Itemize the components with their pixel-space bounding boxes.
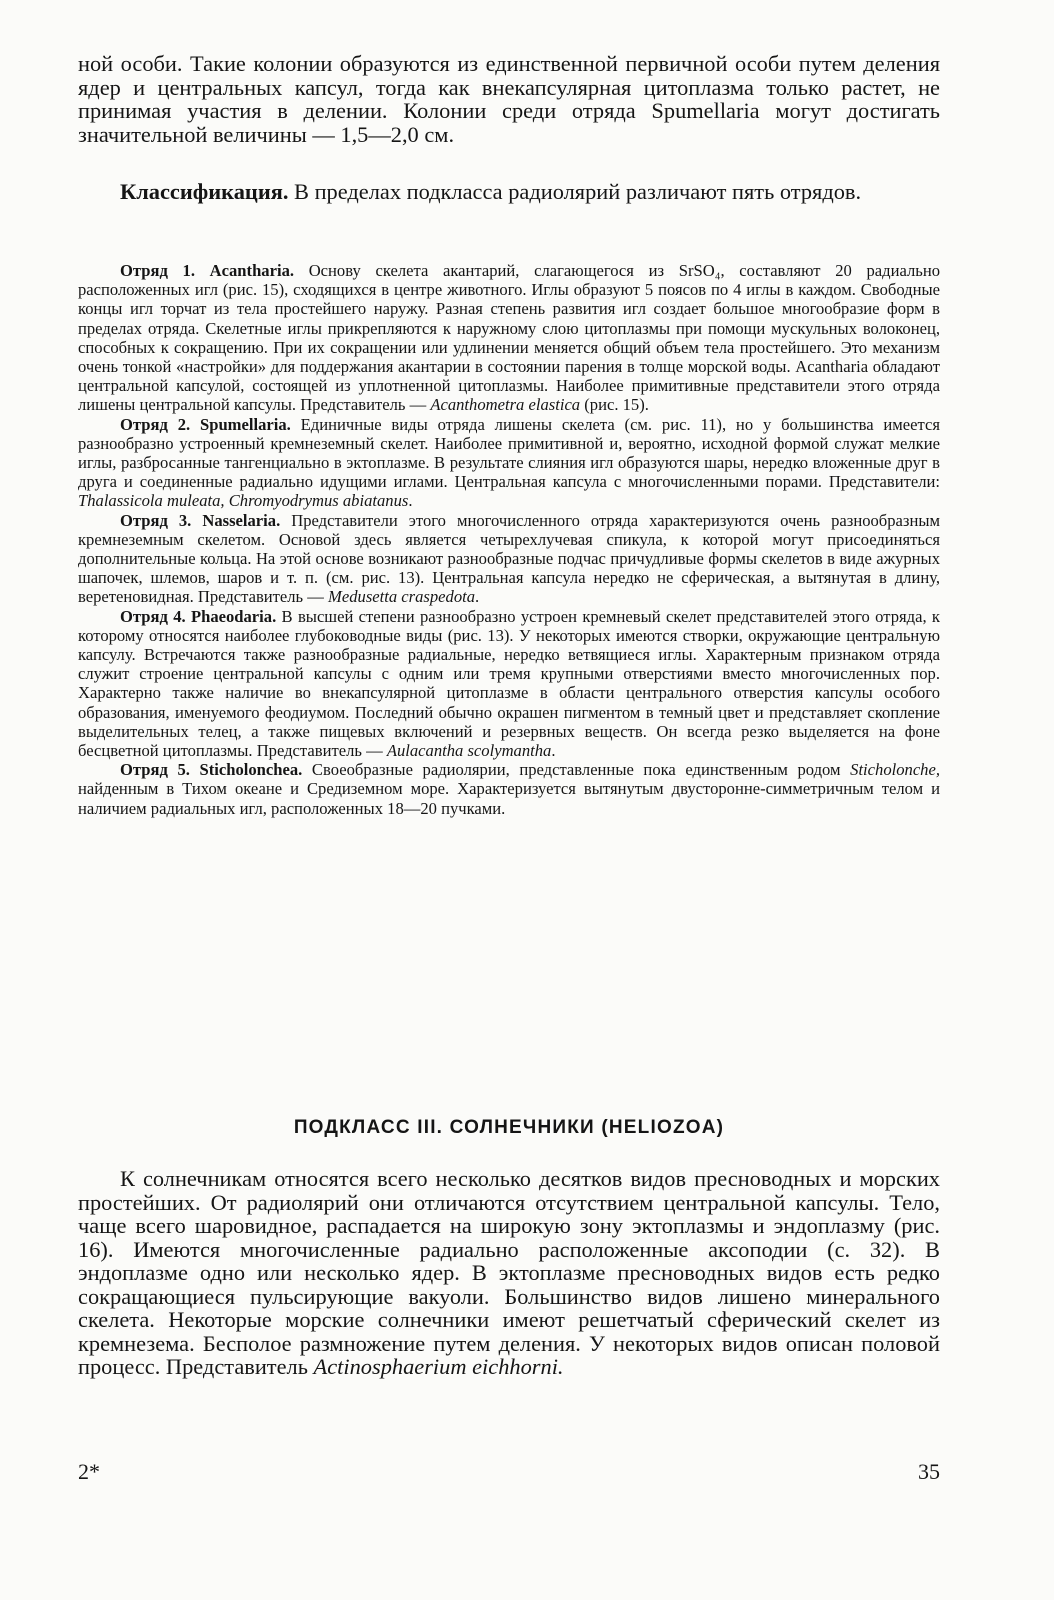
order-2-tail: . bbox=[408, 491, 413, 511]
heliozoa-text: К солнечникам относятся всего несколько десятков видов пресноводных и морских простейших. От радиолярий они отличаются отсутствием центральной капсулы. Тело, чаще всего шаровидное, распадается на широкую зону эктоплазмы и эндоплазму (рис. 16). Имеются многочисленные радиально расположенные аксоподии (с. 32). В эндоплазме одно или несколько ядер. В эктоплазме пресноводных видов есть редко сокращающиеся пульсирующие вакуоли. Большинство видов лишено минерального скелета. Некоторые морские солнечники имеют решетчатый сферический скелет из кремнезема. Бесполое размножение путем деления. У некоторых видов описан половой процесс. Представитель bbox=[78, 1166, 940, 1379]
order-2-text: Единичные виды отряда лишены скелета (см. рис. 11), но у большинства имеется разнообразно устроенный кремнеземный скелет. Наиболее примитивной и, вероятно, исходной формой служат мелкие иглы, разбросанные тангенциально в эктоплазме. В результате слияния игл образуются шары, нередко вложенные друг в друга и соединенные радиально идущими иглами. Центральная капсула с многочисленными порами. Представители: bbox=[78, 414, 940, 492]
order-4-representative: Aulacantha scolymantha bbox=[386, 741, 552, 761]
order-5-tail: найденным в Тихом океане и Средиземном море. Характеризуется вытянутым двусторонне-симметричным телом и наличием радиальных игл, расположенных 18—20 пучками. bbox=[78, 779, 940, 818]
order-3-text: Представители этого многочисленного отряда характеризуются очень разнообразным кремнеземным скелетом. Основой здесь является четырехлучевая спикула, к которой могут присоединяться дополнительные кольца. На этой основе возникают разнообразные подчас причудливые формы скелетов в виде ажурных шапочек, шлемов, шаров и т. п. (см. рис. 13). Центральная капсула нередко не сферическая, а вытянутая в длину, веретеновидная. Представитель — bbox=[78, 510, 940, 607]
heliozoa-paragraph bbox=[78, 1167, 940, 1379]
signature-mark: 2* bbox=[78, 1459, 100, 1484]
section-heading: ПОДКЛАСС III. СОЛНЕЧНИКИ (HELIOZOA) bbox=[293, 1117, 725, 1138]
order-4-paragraph bbox=[78, 607, 940, 761]
order-5-representative: Sticholonche, bbox=[850, 760, 940, 780]
order-4-tail: . bbox=[551, 741, 556, 761]
order-2-label: Отряд 2. Spumellaria. bbox=[120, 414, 291, 434]
page-number: 35 bbox=[918, 1459, 940, 1484]
order-1-tail: (рис. 15). bbox=[580, 395, 649, 415]
order-3-representative: Medusetta craspedota bbox=[328, 587, 476, 607]
order-4-label: Отряд 4. Phaeodaria. bbox=[120, 606, 277, 626]
order-5-label: Отряд 5. Sticholonchea. bbox=[120, 760, 303, 780]
order-2-representative: Thalassicola muleata, Chromyodrymus abiatanus bbox=[78, 491, 409, 511]
order-5-text: Своеобразные радиолярии, представленные пока единственным родом bbox=[302, 760, 851, 780]
order-1-text: Основу скелета акантарий, слагающегося из SrSO₄, составляют 20 радиально расположенных игл (рис. 15), сходящихся в центре животного. Иглы образуют 5 поясов по 4 иглы в каждом. Свободные концы игл торчат из тела простейшего наружу. Разная степень развития игл создает большое многообразие форм в пределах отряда. Скелетные иглы прикрепляются к наружному слою цитоплазмы при помощи мускульных волоконец, способных к сокращению. При их сокращении или удлинении меняется общий объем тела простейшего. Это механизм очень тонкой «настройки» для поддержания акантарии в состоянии парения в толще морской воды. Acantharia обладают центральной капсулой, состоящей из уплотненной цитоплазмы. Наиболее примитивные представители этого отряда лишены центральной капсулы. Представитель — bbox=[78, 261, 940, 415]
heliozoa-representative: Actinosphaerium eichhorni. bbox=[313, 1354, 564, 1379]
page bbox=[78, 0, 940, 1600]
order-4-text: В высшей степени разнообразно устроен кремневый скелет представителей этого отряда, к которому относятся наиболее глубоководные виды (рис. 13). У некоторых имеются створки, окружающие центральную капсулу. Встречаются также разнообразные радиальные, нередко ветвящиеся иглы. Характерным признаком отряда служит строение центральной капсулы с одним или тремя крупными отверстиями вместо многочисленных пор. Характерно также наличие во внекапсулярной цитоплазме в области центрального отверстия капсулы особого образования, именуемого феодиумом. Последний обычно окрашен пигментом в темный цвет и представляет скопление выделительных телец, а также пищевых включений и резервных веществ. Он всегда резко выделяется на фоне бесцветной цитоплазмы. Представитель — bbox=[78, 606, 940, 761]
order-3-paragraph bbox=[78, 511, 940, 607]
order-5-paragraph bbox=[78, 760, 940, 818]
classification-text: В пределах подкласса радиолярий различают пять отрядов. bbox=[288, 179, 862, 204]
order-1-label: Отряд 1. Acantharia. bbox=[120, 261, 295, 280]
orders-list bbox=[78, 261, 940, 818]
classification-paragraph bbox=[78, 180, 940, 204]
order-3-tail: . bbox=[475, 587, 480, 607]
order-1-paragraph bbox=[78, 261, 940, 415]
classification-label: Классификация. bbox=[120, 179, 289, 204]
order-2-paragraph bbox=[78, 415, 940, 511]
top-paragraph: ной особи. Такие колонии образуются из единственной первичной особи путем деления ядер и центральных капсул, тогда как внекапсулярная цитоплазма только растет, не принимая участия в делении. Колонии среди отряда Spumellaria могут достигать значительной величины — 1,5—2,0 см. bbox=[78, 51, 940, 147]
order-3-label: Отряд 3. Nasselaria. bbox=[120, 510, 281, 530]
order-1-representative: Acanthometra elastica bbox=[430, 395, 581, 415]
